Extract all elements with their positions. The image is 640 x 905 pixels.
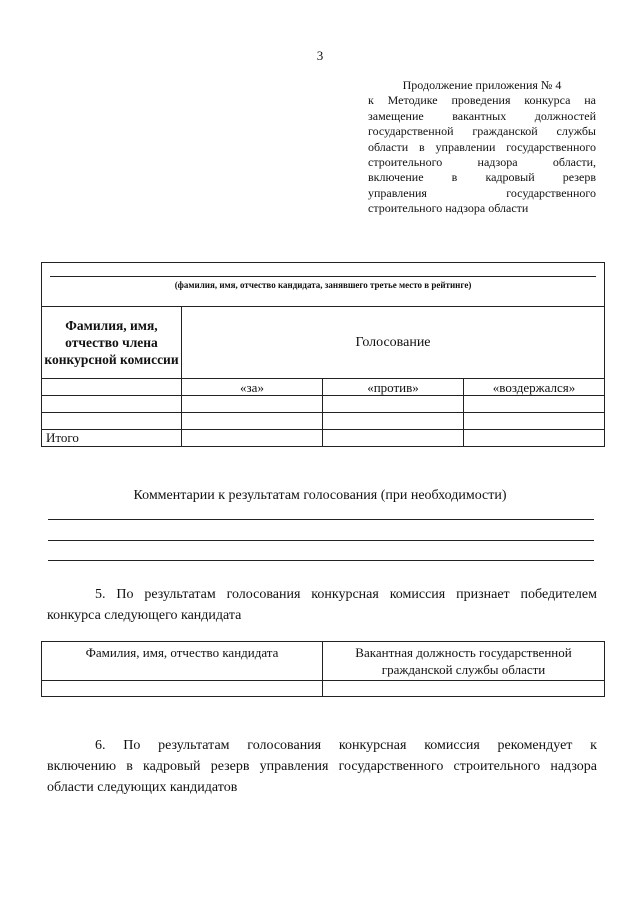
winner-table [41, 641, 605, 697]
header-line: включение в кадровый резерв [368, 170, 596, 185]
voting-column-header: Голосование [182, 307, 605, 379]
option-abstain: «воздержался» [464, 379, 605, 396]
table-cell[interactable] [42, 413, 182, 430]
candidate-name-cell[interactable] [42, 263, 605, 307]
total-row [42, 430, 605, 447]
table-cell[interactable] [323, 396, 464, 413]
candidate-name-line [50, 276, 596, 277]
header-line: к Методике проведения конкурса на [368, 93, 596, 108]
section-5-line: 5. По результатам голосования конкурсная комиссия признает победителем [95, 587, 597, 602]
candidate-name-header: Фамилия, имя, отчество кандидата [42, 642, 323, 681]
vacancy-header: Вакантная должность государственной гражданской службы области [323, 642, 605, 681]
table-cell[interactable] [323, 413, 464, 430]
section-5-line: конкурса следующего кандидата [47, 608, 242, 623]
total-label: Итого [42, 430, 182, 447]
table-cell[interactable] [464, 396, 605, 413]
header-line: замещение вакантных должностей [368, 108, 596, 123]
section-6-line: 6. По результатам голосования конкурсная комиссия рекомендует к [95, 738, 597, 753]
header-line: строительного надзора области, [368, 155, 596, 170]
table-cell[interactable] [323, 430, 464, 447]
header-line: области в управлении государственного [368, 139, 596, 154]
table-cell[interactable] [182, 430, 323, 447]
table-row [42, 681, 605, 697]
section-6-line: включению в кадровый резерв управления государственного строительного надзора [47, 759, 597, 774]
table-cell[interactable] [182, 413, 323, 430]
comment-line[interactable] [48, 560, 594, 561]
candidate-caption: (фамилия, имя, отчество кандидата, занявшего третье место в рейтинге) [174, 280, 472, 290]
page-number: 3 [316, 48, 324, 63]
section-6-line: области следующих кандидатов [47, 780, 238, 795]
option-against: «против» [323, 379, 464, 396]
table-cell[interactable] [464, 430, 605, 447]
table-cell[interactable] [464, 413, 605, 430]
comment-line[interactable] [48, 540, 594, 541]
comments-title: Комментарии к результатам голосования (при необходимости) [133, 488, 507, 503]
header-line: Продолжение приложения № 4 [402, 78, 562, 92]
table-cell[interactable] [42, 681, 323, 697]
section-6-text [47, 735, 597, 798]
table-row [42, 413, 605, 430]
table-cell[interactable] [323, 681, 605, 697]
section-5-text [47, 584, 597, 626]
voting-table [41, 262, 605, 447]
header-line: строительного надзора области [368, 201, 529, 216]
comment-line[interactable] [48, 519, 594, 520]
header-line: государственной гражданской службы [368, 124, 596, 139]
header-line: управления государственного [368, 185, 596, 200]
appendix-header [368, 78, 596, 217]
member-column-header: Фамилия, имя, отчество члена конкурсной комиссии [42, 307, 182, 379]
option-for: «за» [182, 379, 323, 396]
table-cell[interactable] [42, 379, 182, 396]
table-row [42, 396, 605, 413]
table-cell[interactable] [42, 396, 182, 413]
table-cell[interactable] [182, 396, 323, 413]
